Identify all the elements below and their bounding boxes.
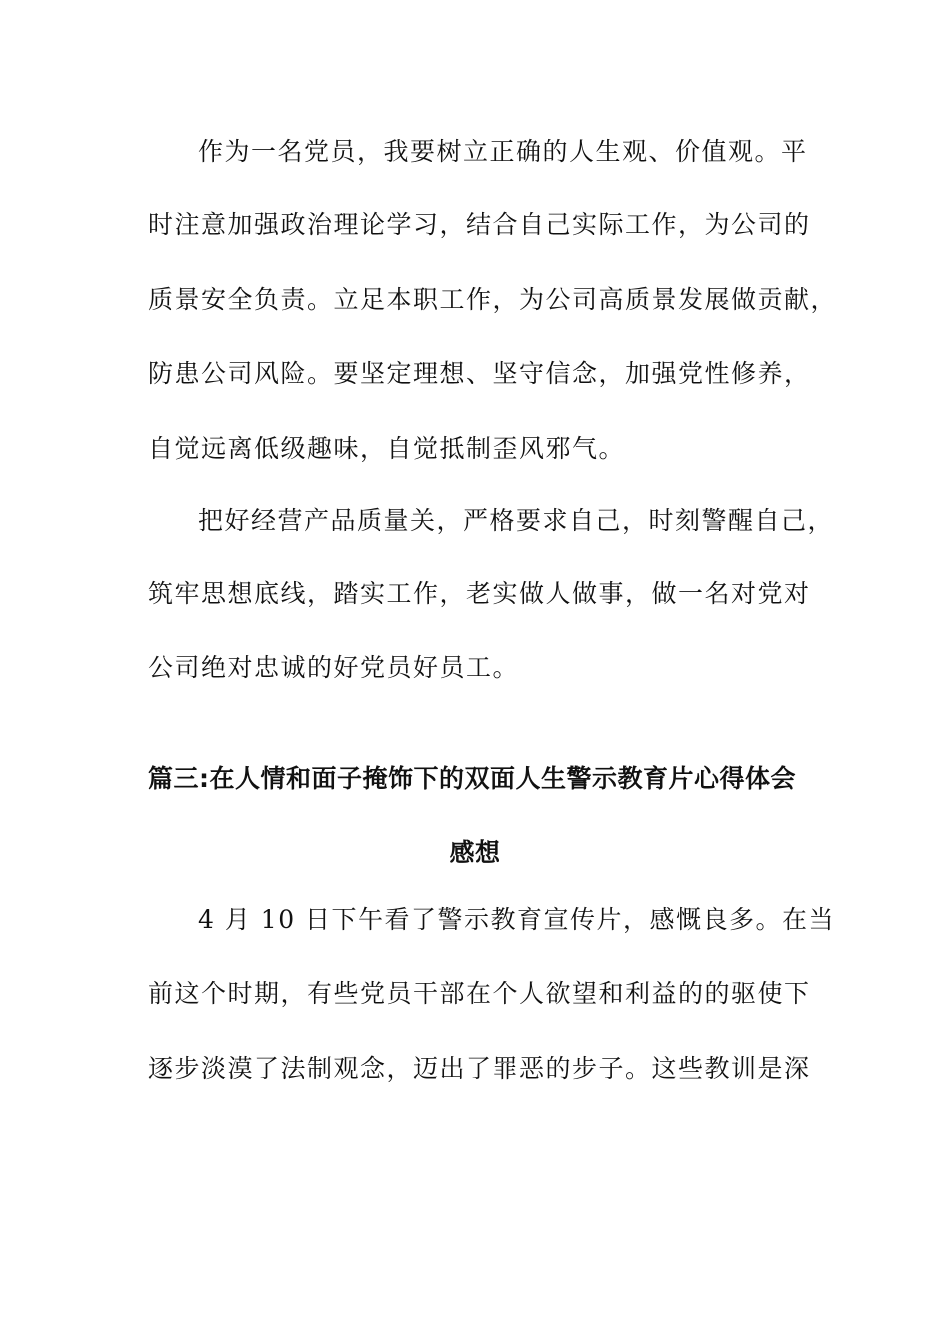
paragraph-2-line-3: 公司绝对忠诚的好党员好员工。 bbox=[148, 653, 520, 682]
section-heading-line-1: 篇三:在人情和面子掩饰下的双面人生警示教育片心得体会 bbox=[148, 764, 796, 793]
paragraph-3-line-2: 前这个时期，有些党员干部在个人欲望和利益的的驱使下 bbox=[148, 979, 811, 1008]
paragraph-3-line-1: 4 月 10 日下午看了警示教育宣传片，感慨良多。在当 bbox=[198, 905, 836, 934]
paragraph-1-line-1: 作为一名党员，我要树立正确的人生观、价值观。平 bbox=[198, 137, 808, 166]
section-heading-line-2: 感想 bbox=[449, 838, 501, 867]
paragraph-2-line-1: 把好经营产品质量关，严格要求自己，时刻警醒自己， bbox=[198, 506, 835, 535]
paragraph-2-line-2: 筑牢思想底线，踏实工作，老实做人做事，做一名对党对 bbox=[148, 579, 811, 608]
paragraph-1-line-5: 自觉远离低级趣味，自觉抵制歪风邪气。 bbox=[148, 434, 626, 463]
paragraph-1-line-2: 时注意加强政治理论学习，结合自己实际工作，为公司的 bbox=[148, 210, 811, 239]
paragraph-3-line-3: 逐步淡漠了法制观念，迈出了罪恶的步子。这些教训是深 bbox=[148, 1054, 811, 1083]
paragraph-1-line-4: 防患公司风险。要坚定理想、坚守信念，加强党性修养， bbox=[148, 359, 811, 388]
paragraph-1-line-3: 质景安全负责。立足本职工作，为公司高质景发展做贡献， bbox=[148, 285, 838, 314]
